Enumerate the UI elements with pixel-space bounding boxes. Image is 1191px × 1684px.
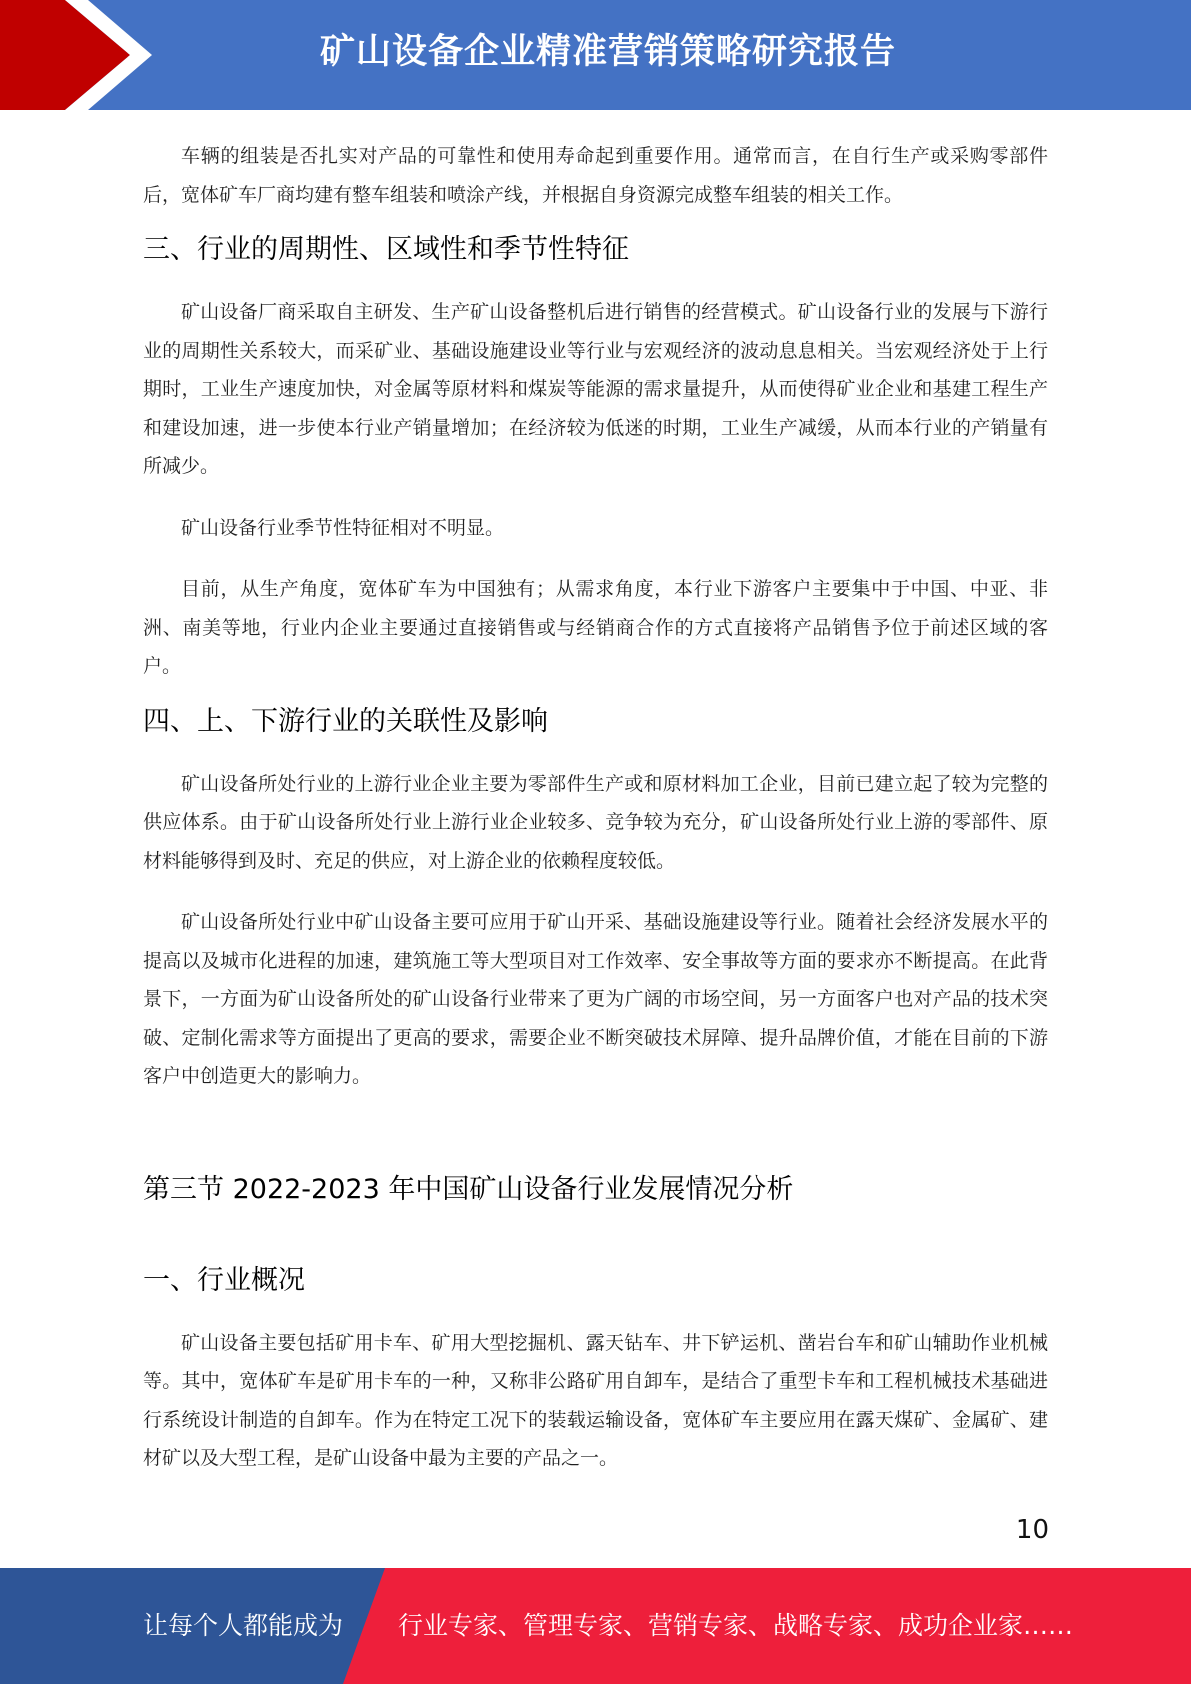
paragraph-business-model: 矿山设备厂商采取自主研发、生产矿山设备整机后进行销售的经营模式。矿山设备行业的发展与下游行业的周期性关系较大，而采矿业、基础设施建设业等行业与宏观经济的波动息息相关。当宏观经济处于上行期时，工业生产速度加快，对金属等原材料和煤炭等能源的需求量提升，从而使得矿业企业和基建工程生产和建设加速，进一步使本行业产销量增加；在经济较为低迷的时期，工业生产减缓，从而本行业的产销量有所减少。 [143, 301, 1048, 477]
heading-cyclicality: 三、行业的周期性、区域性和季节性特征 [143, 234, 629, 265]
paragraph-upstream: 矿山设备所处行业的上游行业企业主要为零部件生产或和原材料加工企业，目前已建立起了较为完整的供应体系。由于矿山设备所处行业上游行业企业较多、竞争较为充分，矿山设备所处行业上游的零部件、原材料能够得到及时、充足的供应，对上游企业的依赖程度较低。 [143, 772, 1048, 872]
paragraph-overview: 矿山设备主要包括矿用卡车、矿用大型挖掘机、露天钻车、井下铲运机、凿岩台车和矿山辅助作业机械等。其中，宽体矿车是矿用卡车的一种，又称非公路矿用自卸车，是结合了重型卡车和工程机械技术基础进行系统设计制造的自卸车。作为在特定工况下的装载运输设备，宽体矿车主要应用在露天煤矿、金属矿、建材矿以及大型工程，是矿山设备中最为主要的产品之一。 [143, 1331, 1048, 1469]
page-header [0, 0, 1191, 110]
page-number: 10 [1015, 1515, 1049, 1545]
paragraph-regional: 目前，从生产角度，宽体矿车为中国独有；从需求角度，本行业下游客户主要集中于中国、中亚、非洲、南美等地，行业内企业主要通过直接销售或与经销商合作的方式直接将产品销售予位于前述区域的客户。 [143, 578, 1048, 677]
paragraph-seasonality: 矿山设备行业季节性特征相对不明显。 [181, 516, 505, 539]
header-title: 矿山设备企业精准营销策略研究报告 [320, 32, 897, 72]
footer-slogan-right: 行业专家、管理专家、营销专家、战略专家、成功企业家…… [398, 1611, 1074, 1640]
page-footer [0, 1568, 1191, 1684]
heading-section-three: 第三节 2022-2023 年中国矿山设备行业发展情况分析 [143, 1173, 794, 1205]
paragraph-assembly: 车辆的组装是否扎实对产品的可靠性和使用寿命起到重要作用。通常而言，在自行生产或采购零部件后，宽体矿车厂商均建有整车组装和喷涂产线，并根据自身资源完成整车组装的相关工作。 [143, 145, 1048, 206]
footer-slogan-left: 让每个人都能成为 [143, 1611, 344, 1640]
paragraph-downstream: 矿山设备所处行业中矿山设备主要可应用于矿山开采、基础设施建设等行业。随着社会经济发展水平的提高以及城市化进程的加速，建筑施工等大型项目对工作效率、安全事故等方面的要求亦不断提高。在此背景下，一方面为矿山设备所处的矿山设备行业带来了更为广阔的市场空间，另一方面客户也对产品的技术突破、定制化需求等方面提出了更高的要求，需要企业不断突破技术屏障、提升品牌价值，才能在目前的下游客户中创造更大的影响力。 [143, 911, 1048, 1087]
heading-industry-overview: 一、行业概况 [143, 1264, 305, 1296]
document-body [143, 110, 1048, 1478]
heading-upstream-downstream: 四、上、下游行业的关联性及影响 [143, 705, 548, 737]
